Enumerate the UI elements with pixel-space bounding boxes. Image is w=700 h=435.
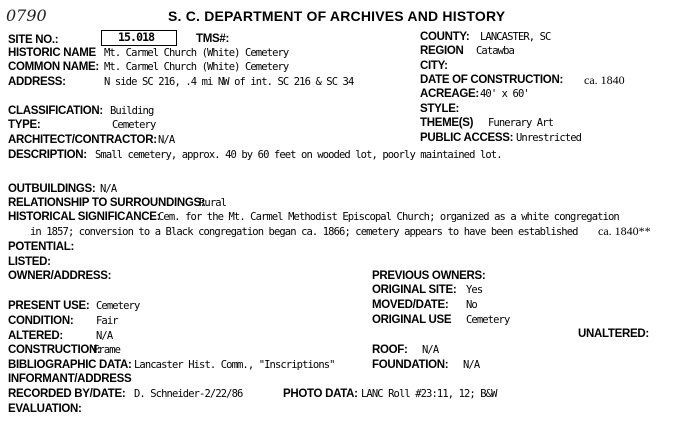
original-site-value: Yes: [466, 284, 483, 296]
condition-value: Fair: [96, 315, 118, 327]
description-value: Small cemetery, approx. 40 by 60 feet on wooded lot, poorly maintained lot.: [95, 149, 502, 161]
outbuildings-label: OUTBUILDINGS:: [8, 183, 96, 195]
page-title: S. C. DEPARTMENT OF ARCHIVES AND HISTORY: [168, 8, 506, 24]
moved-value: No: [466, 299, 477, 311]
description-label: DESCRIPTION:: [8, 149, 87, 161]
themes-label: THEME(S): [420, 117, 474, 129]
significance-line-3: ca. 1840**: [598, 224, 651, 238]
common-name-label: COMMON NAME:: [8, 61, 99, 73]
unaltered-label: UNALTERED:: [578, 328, 649, 340]
condition-label: CONDITION:: [8, 315, 74, 327]
city-label: CITY:: [420, 60, 448, 72]
relationship-label: RELATIONSHIP TO SURROUNDINGS:: [8, 197, 205, 209]
type-value: Cemetery: [112, 119, 156, 131]
acreage-value: 40' x 60': [480, 88, 529, 100]
date-value: ca. 1840: [584, 73, 625, 87]
classification-label: CLASSIFICATION:: [8, 105, 103, 117]
significance-line-1: Cem. for the Mt. Carmel Methodist Episcopal Church; organized as a white congregation: [158, 211, 619, 223]
address-value: N side SC 216, .4 mi NW of int. SC 216 & SC 34: [104, 76, 354, 88]
architect-value: N/A: [158, 134, 175, 146]
potential-label: POTENTIAL:: [8, 241, 74, 253]
previous-owners-label: PREVIOUS OWNERS:: [372, 270, 486, 282]
county-value: LANCASTER, SC: [480, 31, 551, 43]
relationship-value: Rural: [199, 197, 227, 209]
tms-label: TMS#:: [196, 33, 230, 45]
recorded-value: D. Schneider-2/22/86: [134, 388, 243, 400]
photo-label: PHOTO DATA:: [283, 388, 358, 400]
site-no-value: 15.018: [118, 30, 155, 44]
outbuildings-value: N/A: [100, 183, 117, 195]
region-label: REGION: [420, 45, 464, 57]
construction-label: CONSTRUCTION:: [8, 344, 101, 356]
historic-name-label: HISTORIC NAME: [8, 47, 96, 59]
informant-label: INFORMANT/ADDRESS: [8, 373, 132, 385]
historic-name-value: Mt. Carmel Church (White) Cemetery: [104, 47, 289, 59]
region-value: Catawba: [476, 45, 514, 57]
recorded-label: RECORDED BY/DATE:: [8, 388, 126, 400]
evaluation-label: EVALUATION:: [8, 403, 82, 415]
site-no-label: SITE NO.:: [8, 34, 59, 46]
roof-value: N/A: [422, 344, 439, 356]
common-name-value: Mt. Carmel Church (White) Cemetery: [104, 61, 289, 73]
photo-value: LANC Roll #23:11, 12; B&W: [361, 388, 497, 400]
classification-value: Building: [110, 105, 154, 117]
significance-line-2: in 1857; conversion to a Black congregation began ca. 1866; cemetery appears to have been established: [30, 226, 578, 238]
architect-label: ARCHITECT/CONTRACTOR:: [8, 134, 157, 146]
foundation-value: N/A: [463, 359, 480, 371]
original-use-value: Cemetery: [466, 314, 510, 326]
style-label: STYLE:: [420, 103, 460, 115]
altered-label: ALTERED:: [8, 330, 63, 342]
moved-label: MOVED/DATE:: [372, 299, 449, 311]
county-label: COUNTY:: [420, 31, 470, 43]
bibliographic-value: Lancaster Hist. Comm., "Inscriptions": [134, 359, 335, 371]
owner-label: OWNER/ADDRESS:: [8, 270, 112, 282]
present-use-label: PRESENT USE:: [8, 300, 90, 312]
public-access-label: PUBLIC ACCESS:: [420, 132, 514, 144]
construction-value: Frame: [93, 344, 121, 356]
altered-value: N/A: [96, 330, 113, 342]
foundation-label: FOUNDATION:: [372, 359, 449, 371]
bibliographic-label: BIBLIOGRAPHIC DATA:: [8, 359, 132, 371]
significance-label: HISTORICAL SIGNIFICANCE:: [8, 211, 161, 223]
roof-label: ROOF:: [372, 344, 408, 356]
handwritten-number: 0790: [6, 6, 47, 25]
original-use-label: ORIGINAL USE: [372, 314, 452, 326]
themes-value: Funerary Art: [488, 117, 554, 129]
listed-label: LISTED:: [8, 256, 51, 268]
date-label: DATE OF CONSTRUCTION:: [420, 74, 563, 86]
present-use-value: Cemetery: [96, 300, 140, 312]
acreage-label: ACREAGE:: [420, 88, 479, 100]
type-label: TYPE:: [8, 119, 41, 131]
original-site-label: ORIGINAL SITE:: [372, 284, 457, 296]
public-access-value: Unrestricted: [516, 132, 582, 144]
address-label: ADDRESS:: [8, 76, 66, 88]
